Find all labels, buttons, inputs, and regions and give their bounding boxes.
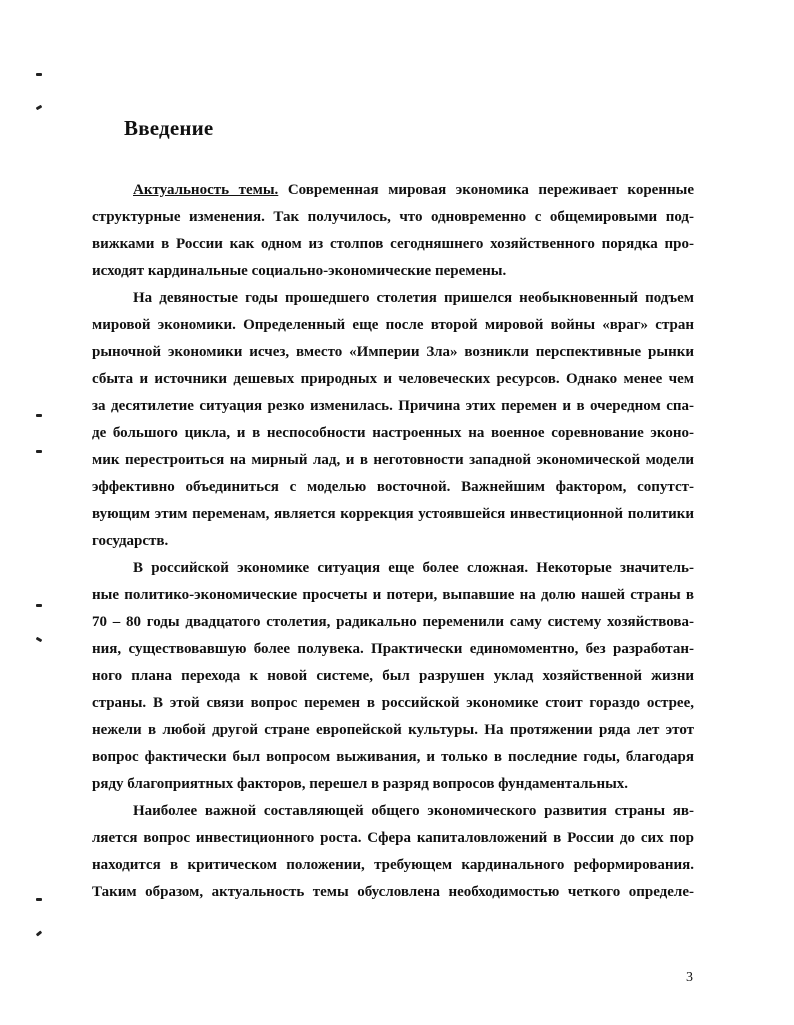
text-line: 70 – 80 годы двадцатого столетия, радикально переменили саму систему хозяйствова-: [92, 614, 694, 630]
scan-artifact-mark: [36, 105, 43, 111]
scan-artifact-mark: [36, 604, 42, 607]
scan-artifact-mark: [36, 637, 43, 643]
scan-artifact-mark: [36, 930, 43, 936]
text-line: за десятилетие ситуация резко изменилась. Причина этих перемен и в очередном спа-: [92, 398, 694, 414]
text-line: нежели в любой другой стране европейской культуры. На протяжении ряда лет этот: [92, 722, 694, 738]
text-line: ряду благоприятных факторов, перешел в разряд вопросов фундаментальных.: [92, 776, 629, 792]
scan-artifact-mark: [36, 73, 42, 76]
section-heading: Введение: [124, 116, 214, 140]
text-line: страны. В этой связи вопрос перемен в российской экономике стоит гораздо острее,: [92, 695, 694, 711]
text-line: мик перестроиться на мирный лад, и в неготовности западной экономической модели: [92, 452, 694, 468]
scan-artifact-mark: [36, 898, 42, 901]
text-line: На девяностые годы прошедшего столетия пришелся необыкновенный подъем: [133, 290, 694, 306]
text-line: эффективно объединиться с моделью восточной. Важнейшим фактором, сопутст-: [92, 479, 694, 495]
page-number: 3: [686, 970, 693, 985]
text-line: мировой экономики. Определенный еще после второй мировой войны «враг» стран: [92, 317, 694, 333]
text-line: Наиболее важной составляющей общего экономического развития страны яв-: [133, 803, 694, 819]
scan-artifact-mark: [36, 414, 42, 417]
text-line: ного плана перехода к новой системе, был разрушен уклад хозяйственной жизни: [92, 668, 694, 684]
lead-phrase: Актуальность темы.: [133, 182, 279, 198]
text-line: находится в критическом положении, требующем кардинального реформирования.: [92, 857, 694, 873]
text-line: вопрос фактически был вопросом выживания, и только в последние годы, благодаря: [92, 749, 694, 765]
text-line: вижками в России как одном из столпов сегодняшнего хозяйственного порядка про-: [92, 236, 694, 252]
text-line: вующим этим переменам, является коррекция устоявшейся инвестиционной политики: [92, 506, 694, 522]
paragraph: [92, 177, 694, 285]
text-line: ляется вопрос инвестиционного роста. Сфера капиталовложений в России до сих пор: [92, 830, 694, 846]
text-line: исходят кардинальные социально-экономические перемены.: [92, 263, 507, 279]
text-line: Актуальность темы. Современная мировая экономика переживает коренные: [133, 182, 694, 198]
text-line: Таким образом, актуальность темы обусловлена необходимостью четкого определе-: [92, 884, 694, 900]
text-line: государств.: [92, 533, 169, 549]
text-line: ния, существовавшую более полувека. Практически единомоментно, без разработан-: [92, 641, 694, 657]
body-text: [92, 177, 694, 906]
text-line: структурные изменения. Так получилось, что одновременно с общемировыми под-: [92, 209, 694, 225]
paragraph: [92, 798, 694, 906]
text-line: ные политико-экономические просчеты и потери, выпавшие на долю нашей страны в: [92, 587, 694, 603]
scan-artifact-mark: [36, 450, 42, 453]
text-line: рыночной экономики исчез, вместо «Империи Зла» возникли перспективные рынки: [92, 344, 694, 360]
text-line: де большого цикла, и в неспособности настроенных на военное соревнование эконо-: [92, 425, 694, 441]
paragraph: [92, 555, 694, 798]
text-line: В российской экономике ситуация еще более сложная. Некоторые значитель-: [133, 560, 694, 576]
paragraph: [92, 285, 694, 555]
text-line: сбыта и источники дешевых природных и человеческих ресурсов. Однако менее чем: [92, 371, 694, 387]
